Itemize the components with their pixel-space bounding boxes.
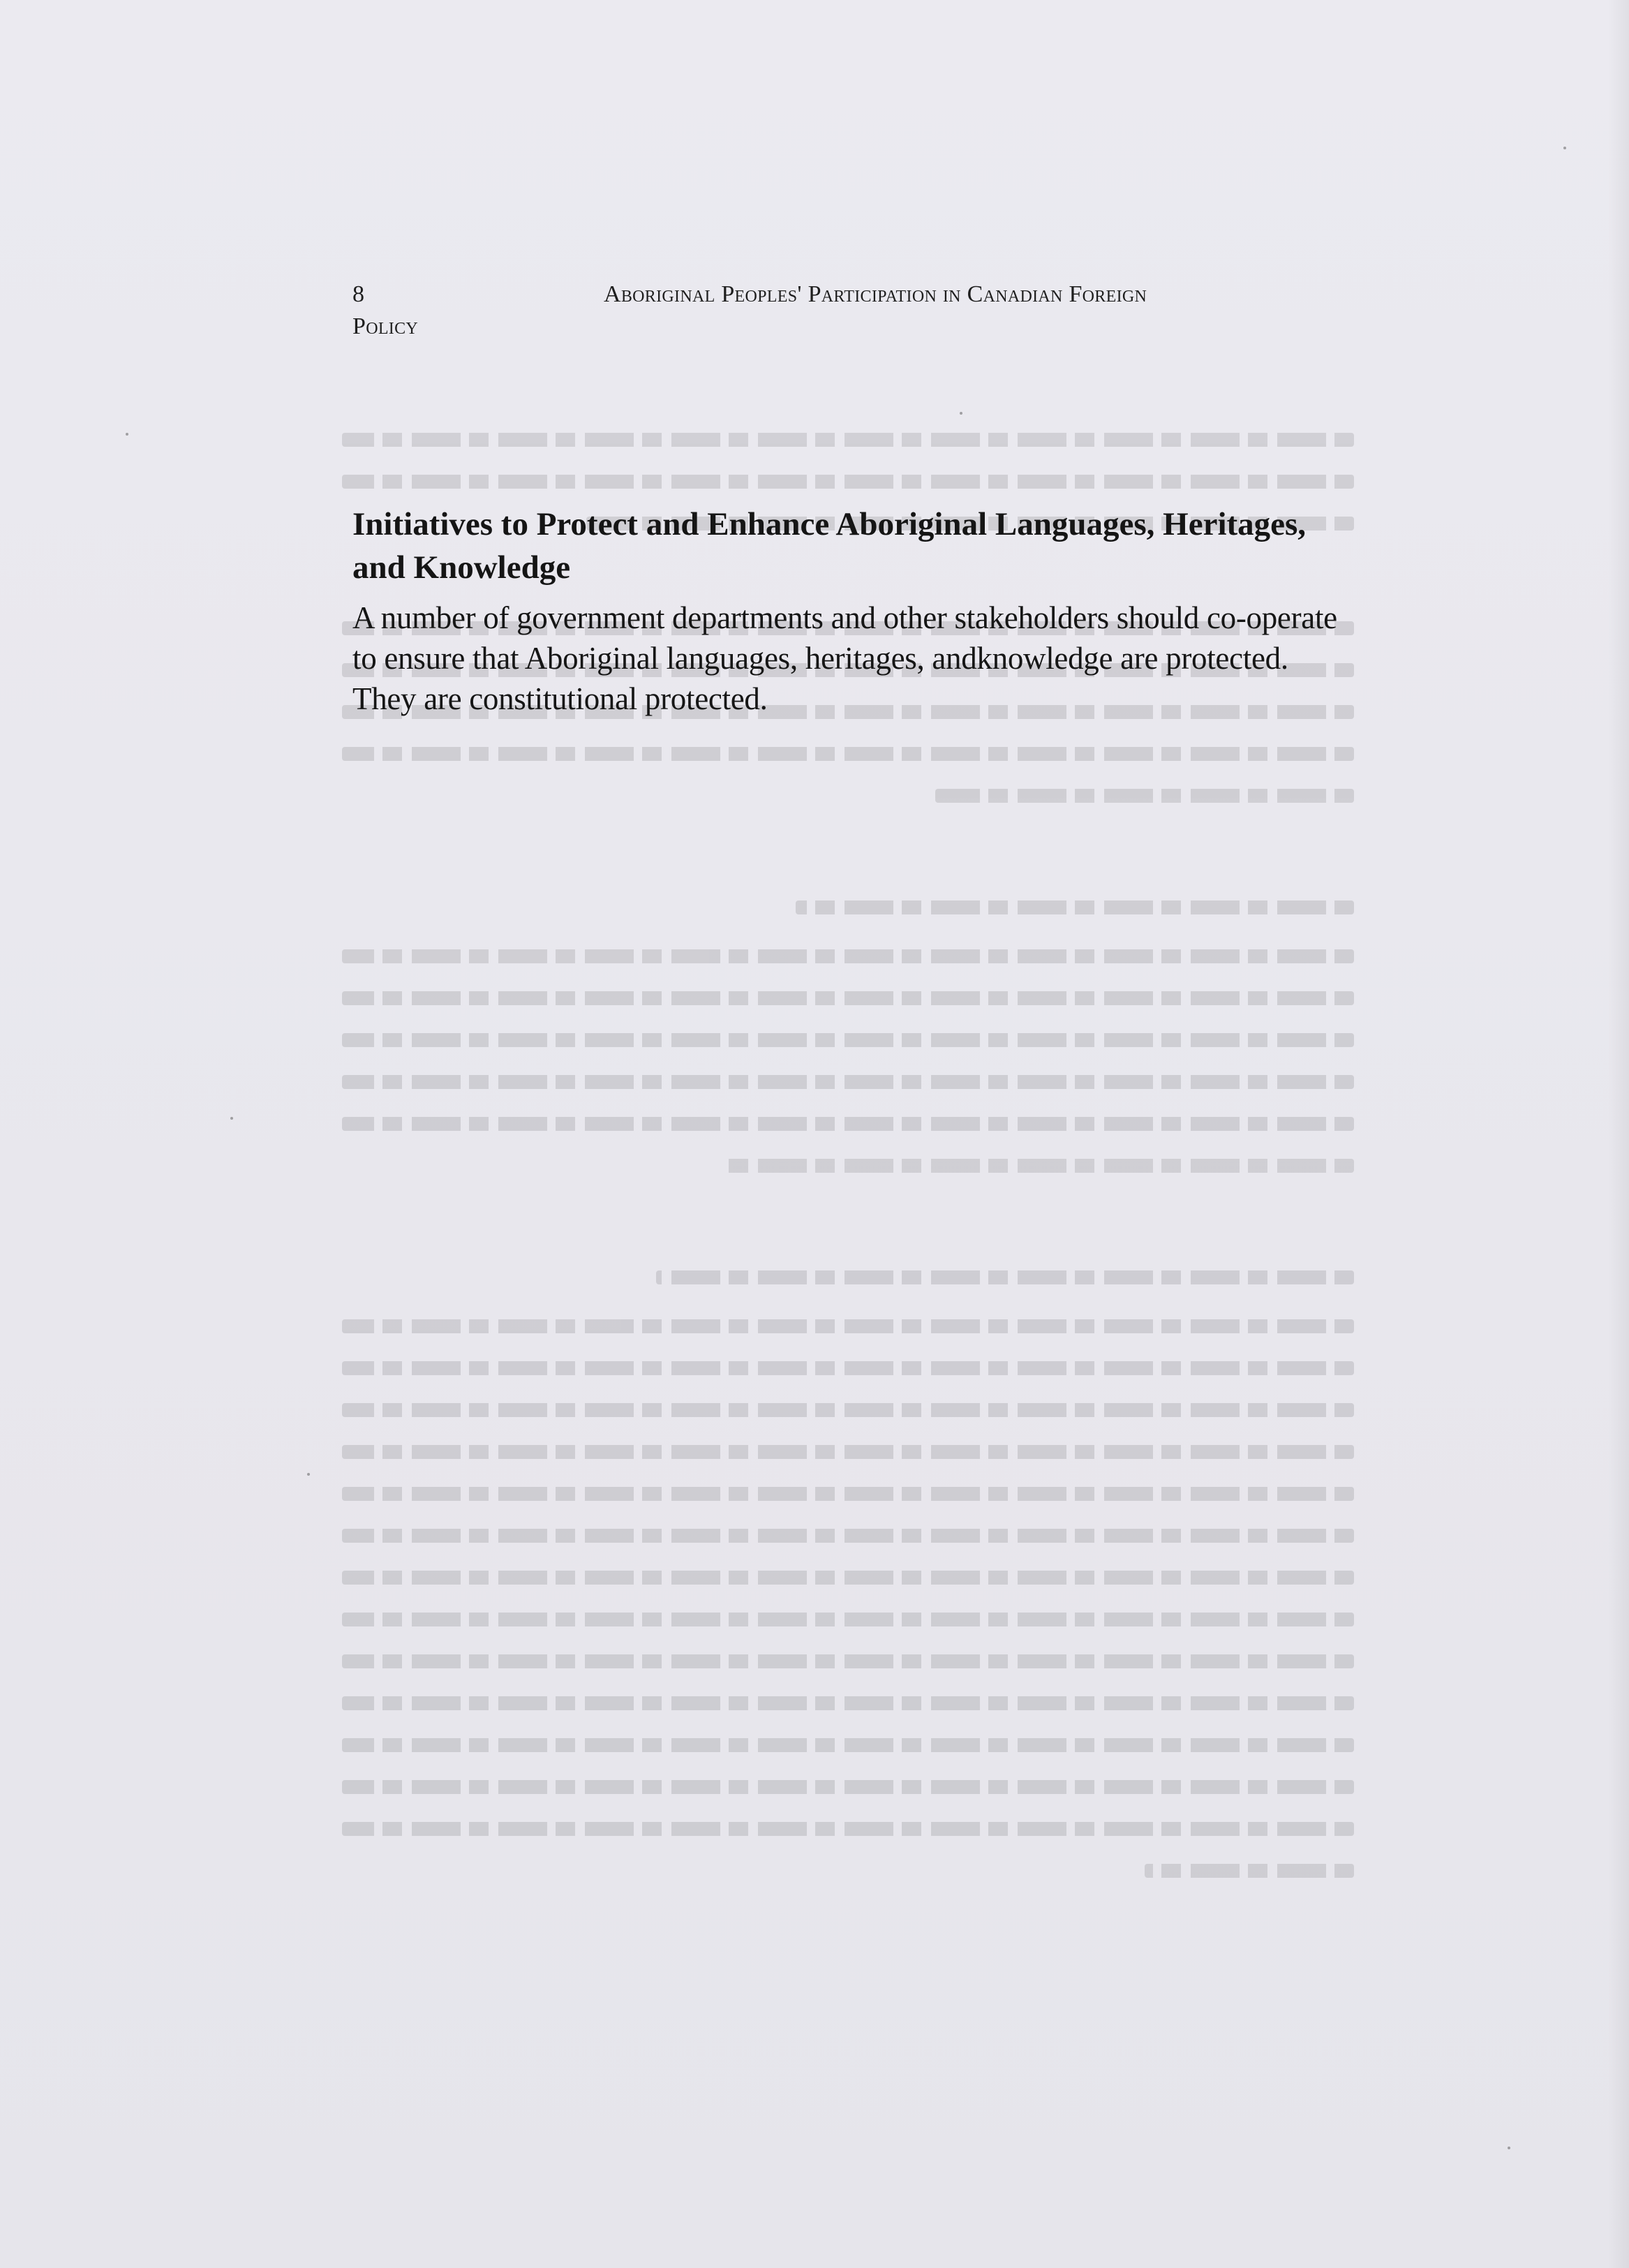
- section-heading: Initiatives to Protect and Enhance Aboriginal Languages, Heritages, and Knowledge: [352, 506, 1307, 586]
- paper-speck: [1508, 2147, 1510, 2149]
- paper-speck: [126, 433, 128, 436]
- running-header: [352, 279, 1371, 349]
- page-edge-shadow: [1608, 0, 1629, 2268]
- running-header-title: Aboriginal Peoples' Participation in Canadian Foreign: [604, 281, 1147, 307]
- running-header-title-continued: Policy: [352, 313, 419, 339]
- paper-speck: [960, 412, 962, 415]
- paper-speck: [230, 1117, 233, 1120]
- section: [352, 503, 1351, 719]
- paper-speck: [1563, 147, 1566, 149]
- section-body-paragraph: A number of government departments and other stakeholders should co-operate to ensure that Aboriginal languages, heritages, andknowledge are protected. They are constitutional protected.: [352, 600, 1337, 716]
- paper-speck: [307, 1473, 310, 1476]
- page-number: 8: [352, 281, 364, 307]
